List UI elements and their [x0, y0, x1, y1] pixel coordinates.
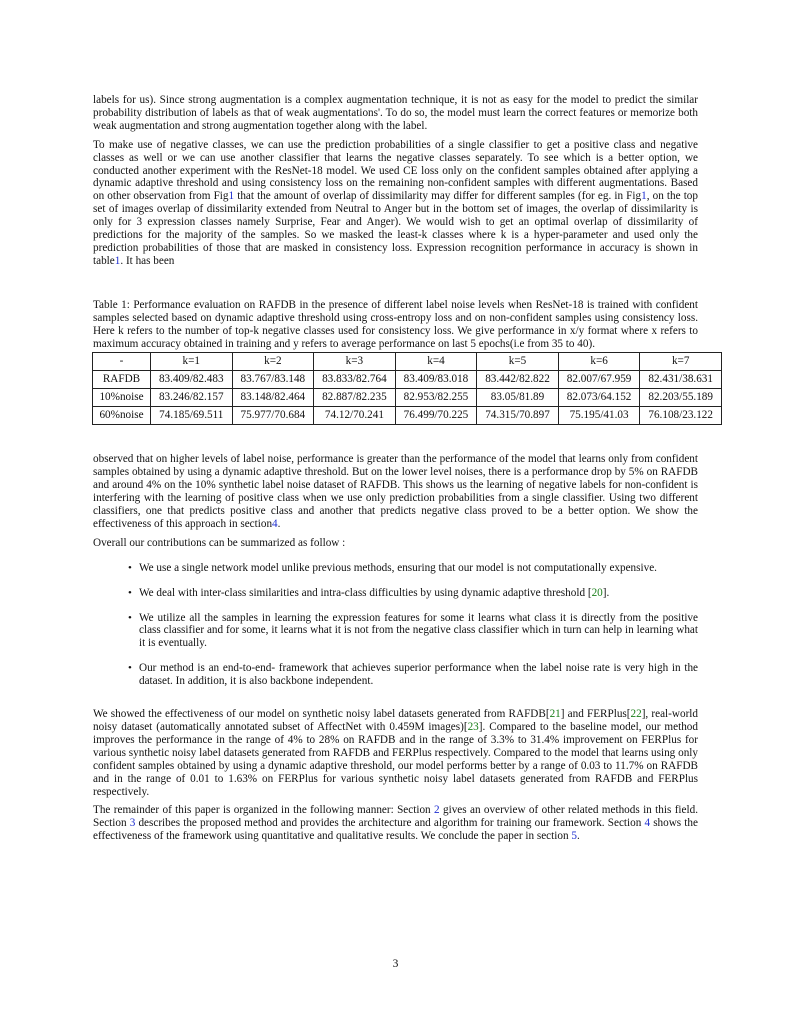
- table-caption: Table 1: Performance evaluation on RAFDB in the presence of different label noise levels when ResNet-18 is trained with confident samples selected based on dynamic adaptive threshold using cross-entropy loss and on non-confident samples using consistency loss. Here k refers to the number of top-k negative classes used for consistency loss. We give performance in x/y format where x refers to maximum accuracy obtained in training and y refers to average performance on last 5 epochs(i.e from 35 to 40).: [93, 298, 698, 350]
- table-cell: 83.409/83.018: [395, 371, 477, 389]
- list-item: • We deal with inter-class similarities and intra-class difficulties by using dynamic adaptive threshold [20].: [128, 586, 610, 599]
- table-cell: 83.833/82.764: [314, 371, 396, 389]
- table-cell: 83.767/83.148: [232, 371, 314, 389]
- citation-link[interactable]: 23: [467, 721, 479, 733]
- list-item: • We use a single network model unlike previous methods, ensuring that our model is not computationally expensive.: [128, 561, 657, 574]
- page-body: [93, 94, 713, 843]
- contributions-list: [93, 562, 698, 688]
- citation-link[interactable]: 21: [549, 708, 561, 721]
- table-cell: 82.073/64.152: [558, 389, 640, 407]
- list-item: • We utilize all the samples in learning the expression features for some it learns what class it is directly from the positive class classifier and for some, it learns what it is not from the negative class classifier which in turn can help in learning what it is eventually.: [128, 611, 698, 650]
- table-cell: 76.108/23.122: [640, 407, 722, 425]
- bullet-icon: •: [128, 662, 132, 675]
- figure-link[interactable]: 1: [641, 190, 647, 203]
- paragraph-results-summary: We showed the effectiveness of our model on synthetic noisy label datasets generated from RAFDB[21] and FERPlus[22], real-world noisy dataset (automatically annotated subset of AffectNet with 0.459M images)[23]. Compared to the baseline model, our method improves the performance in the range of 4% to 28% on RAFDB and in the range of 3.3% to 31.4% improvement on FERPlus for various synthetic noisy label datasets generated from RAFDB and FERPlus respectively. Compared to the model that learns using only confident samples obtained by using a dynamic adaptive threshold, our model performs better by a range of 0.03 to 11.7% on RAFDB and in the range of 0.01 to 1.63% on FERPlus for various synthetic noisy label datasets generated from RAFDB and FERPlus respectively.: [93, 708, 698, 798]
- bullet-icon: •: [128, 561, 132, 574]
- table-cell: 82.887/82.235: [314, 389, 396, 407]
- table-header-cell: k=4: [395, 353, 477, 371]
- table-cell: 83.409/82.483: [151, 371, 233, 389]
- citation-link[interactable]: 20: [591, 586, 603, 599]
- list-item: • Our method is an end-to-end- framework that achieves superior performance when the label noise rate is very high in the dataset. In addition, it is also backbone independent.: [128, 662, 698, 688]
- table-header-cell: k=1: [151, 353, 233, 371]
- page-number: 3: [392, 958, 399, 970]
- section-link[interactable]: 5: [571, 830, 577, 843]
- table-row: [93, 389, 722, 407]
- table-cell: 82.953/82.255: [395, 389, 477, 407]
- table-header-cell: k=7: [640, 353, 722, 371]
- section-link[interactable]: 4: [644, 817, 651, 830]
- row-label: RAFDB: [93, 371, 151, 389]
- table-cell: 83.148/82.464: [232, 389, 314, 407]
- table-cell: 82.203/55.189: [640, 389, 722, 407]
- table-cell: 76.499/70.225: [395, 407, 477, 425]
- table-cell: 83.246/82.157: [151, 389, 233, 407]
- table-cell: 83.05/81.89: [477, 389, 559, 407]
- table-cell: 82.007/67.959: [558, 371, 640, 389]
- figure-link[interactable]: 1: [228, 190, 235, 203]
- row-label: 60%noise: [93, 407, 151, 425]
- table-row: [93, 371, 722, 389]
- table-cell: 82.431/38.631: [640, 371, 722, 389]
- paragraph-negative-classes: To make use of negative classes, we can use the prediction probabilities of a single classifier to get a positive class and negative classes as well or we can use another classifier that learns the negative classes separately. To see which is a better option, we conducted another experiment with the ResNet-18 model. We used CE loss only on the confident samples obtained after applying a dynamic adaptive threshold and using consistency loss on the remaining non-confident samples with different augmentations. Based on other observation from Fig1 that the amount of overlap of dissimilarity may differ for different samples (for eg. in Fig1, on the top set of images overlap of dissimilarity extended from Neutral to Anger but in the bottom set of images, the overlap of dissimilarity is only for 3 expression classes namely Surprise, Fear and Anger). We would wish to get an optimal overlap of dissimilarity of predictions for the majority of the samples. So we masked the least-k classes where k is a hyper-parameter and used only the prediction probabilities of those that are masked in consistency loss. Expression recognition performance in accuracy is shown in table1. It has been: [93, 138, 698, 267]
- paragraph-augmentation: labels for us). Since strong augmentation is a complex augmentation technique, it is not as easy for the model to predict the similar probability distribution of labels as that of weak augmentations'. To do so, the model must learn the correct features or memorize both weak augmentation and strong augmentation together along with the label.: [93, 94, 698, 132]
- section-link[interactable]: 4: [272, 517, 278, 530]
- table-header-cell: k=3: [314, 353, 396, 371]
- table-cell: 74.12/70.241: [314, 407, 396, 425]
- results-table: [92, 352, 722, 425]
- table-header-row: [93, 353, 722, 371]
- table-header-cell: -: [93, 353, 151, 371]
- section-link[interactable]: 3: [129, 817, 136, 830]
- table-cell: 74.185/69.511: [151, 407, 233, 425]
- table-link[interactable]: 1: [114, 254, 121, 267]
- table-row: [93, 407, 722, 425]
- table-header-cell: k=5: [477, 353, 559, 371]
- table-cell: 83.442/82.822: [477, 371, 559, 389]
- bullet-icon: •: [128, 611, 132, 624]
- table-cell: 74.315/70.897: [477, 407, 559, 425]
- paragraph-observations: observed that on higher levels of label noise, performance is greater than the performance of the model that learns only from confident samples obtained by using a dynamic adaptive threshold. But on the lower level noises, there is a performance drop by 5% on RAFDB and around 4% on the 10% synthetic label noise dataset of RAFDB. This shows us the learning of negative labels for non-confident is interfering with the learning of positive class when we use only prediction probabilities from a single classifier. Using two different classifiers, one that predicts positive class and another that predicts negative class proved to be a better option. We show the effectiveness of this approach in section4.: [93, 453, 698, 530]
- table-header-cell: k=6: [558, 353, 640, 371]
- table-cell: 75.195/41.03: [558, 407, 640, 425]
- table-header-cell: k=2: [232, 353, 314, 371]
- table-cell: 75.977/70.684: [232, 407, 314, 425]
- section-link[interactable]: 2: [434, 804, 440, 817]
- citation-link[interactable]: 22: [630, 708, 642, 721]
- paragraph-organization: The remainder of this paper is organized in the following manner: Section 2 gives an overview of other related methods in this field. Section 3 describes the proposed method and provides the architecture and algorithm for training our framework. Section 4 shows the effectiveness of the framework using quantitative and qualitative results. We conclude the paper in section 5.: [93, 804, 698, 843]
- paragraph-contributions-intro: Overall our contributions can be summarized as follow :: [93, 536, 346, 549]
- bullet-icon: •: [128, 586, 132, 599]
- row-label: 10%noise: [93, 389, 151, 407]
